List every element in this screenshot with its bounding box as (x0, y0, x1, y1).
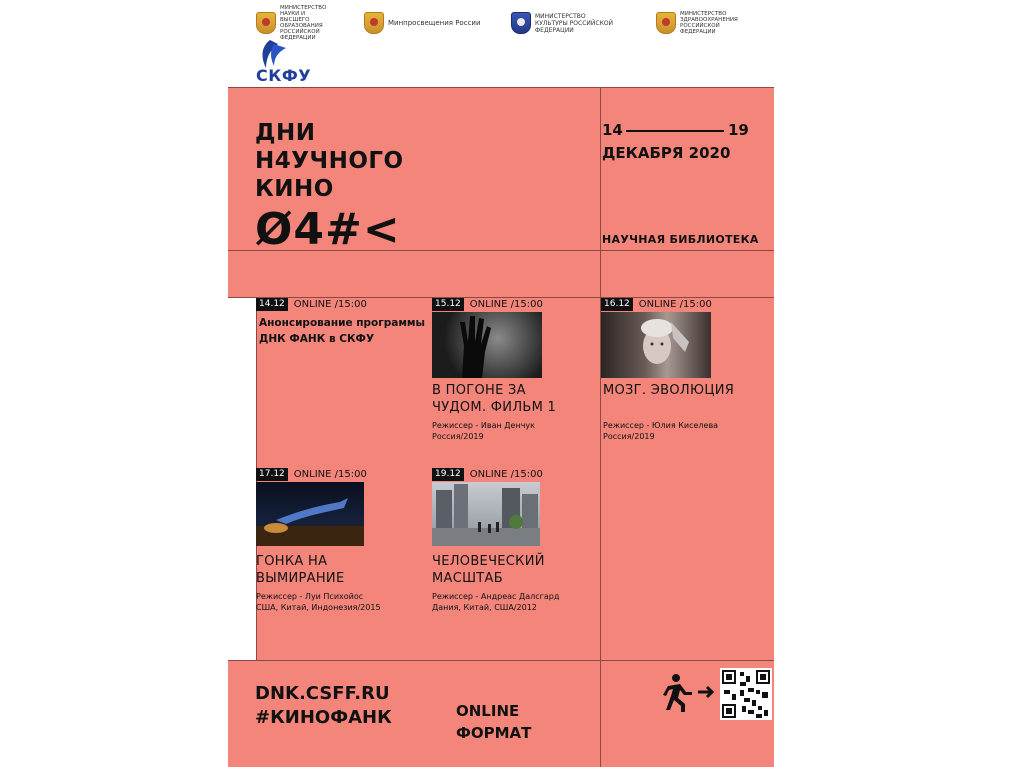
event-tag (256, 298, 367, 311)
grid-line (228, 660, 774, 661)
logo-text: Минпросвещения России (388, 19, 481, 27)
gerb-icon (256, 12, 276, 34)
date-month-year: ДЕКАБРЯ 2020 (602, 144, 731, 162)
qr-code-icon (720, 668, 772, 720)
event-date: 16.12 (601, 298, 633, 311)
event-tag (256, 468, 367, 481)
event-country: Дания, Китай, США/2012 (432, 603, 537, 612)
format-line-2: ФОРМАТ (456, 724, 532, 742)
logo-text: МИНИСТЕРСТВО НАУКИ И ВЫСШЕГО ОБРАЗОВАНИЯ РОССИЙСКОЙ ФЕДЕРАЦИИ (280, 5, 327, 41)
date-end: 19 (728, 121, 749, 139)
event-title: МАСШТАБ (432, 571, 503, 586)
hashtag: #КИНОФАНК (255, 707, 392, 728)
event-date: 19.12 (432, 468, 464, 481)
date-range-line (626, 130, 724, 132)
event-title: ЧУДОМ. ФИЛЬМ 1 (432, 400, 557, 415)
event-slot: ONLINE /15:00 (469, 299, 543, 310)
event-date: 17.12 (256, 468, 288, 481)
event-title: ДНК ФАНК в СКФУ (259, 333, 375, 345)
event-director: Режиссер - Иван Денчук (432, 421, 535, 430)
film-still-image (256, 482, 364, 546)
event-country: Россия/2019 (603, 432, 655, 441)
title-line-3: КИНО (255, 176, 334, 202)
logo-text: МИНИСТЕРСТВО КУЛЬТУРЫ РОССИЙСКОЙ ФЕДЕРАЦИИ (535, 12, 614, 34)
logo-ministry-culture (511, 8, 617, 38)
event-country: Россия/2019 (432, 432, 484, 441)
title-line-2: Н4УЧНОГО (255, 148, 404, 174)
event-title: ВЫМИРАНИЕ (256, 571, 345, 586)
event-slot: ONLINE /15:00 (293, 469, 367, 480)
event-slot: ONLINE /15:00 (638, 299, 712, 310)
portrait-image (601, 312, 711, 378)
hand-image (432, 312, 542, 378)
gerb-icon (656, 12, 676, 34)
site-link[interactable]: DNK.CSFF.RU (255, 683, 390, 704)
logo-ministry-health (656, 8, 742, 38)
event-director: Режиссер - Луи Психойос (256, 592, 364, 601)
film-still-image (432, 312, 542, 378)
skfu-logo (256, 38, 326, 86)
event-director: Режиссер - Андреас Далсгард (432, 592, 560, 601)
venue: НАУЧНАЯ БИБЛИОТЕКА (602, 233, 759, 246)
film-still-image (432, 482, 540, 546)
event-slot: ONLINE /15:00 (469, 469, 543, 480)
event-director: Режиссер - Юлия Киселева (603, 421, 719, 430)
title-glyphs: Ø4#< (255, 204, 401, 255)
event-title: ЧЕЛОВЕЧЕСКИЙ (432, 554, 545, 569)
logo-ministry-education (364, 8, 481, 38)
event-date: 14.12 (256, 298, 288, 311)
film-still-image (601, 312, 711, 378)
event-tag (432, 468, 543, 481)
gerb-icon (364, 12, 384, 34)
title-line-1: ДНИ (255, 120, 316, 146)
event-title: Анонсирование программы (259, 317, 426, 329)
date-start: 14 (602, 121, 623, 139)
event-tag (601, 298, 712, 311)
event-tag (432, 298, 543, 311)
culture-emblem-icon (511, 12, 531, 34)
exit-runner-icon (658, 672, 718, 712)
event-country: США, Китай, Индонезия/2015 (256, 603, 381, 612)
logo-text: МИНИСТЕРСТВО ЗДРАВООХРАНЕНИЯ РОССИЙСКОЙ ФЕДЕРАЦИИ (680, 11, 738, 35)
format-line-1: ONLINE (456, 702, 520, 720)
street-image (432, 482, 540, 546)
event-title: МОЗГ. ЭВОЛЮЦИЯ (603, 383, 735, 398)
skfu-logo-text: СКФУ (256, 66, 312, 85)
event-date: 15.12 (432, 298, 464, 311)
poster (228, 0, 774, 767)
grid-line (600, 87, 601, 767)
grid-line (228, 87, 774, 88)
event-slot: ONLINE /15:00 (293, 299, 367, 310)
event-title: ГОНКА НА (256, 554, 328, 569)
event-title: В ПОГОНЕ ЗА (432, 383, 526, 398)
logo-ministry-science (256, 5, 334, 41)
projection-image (256, 482, 364, 546)
